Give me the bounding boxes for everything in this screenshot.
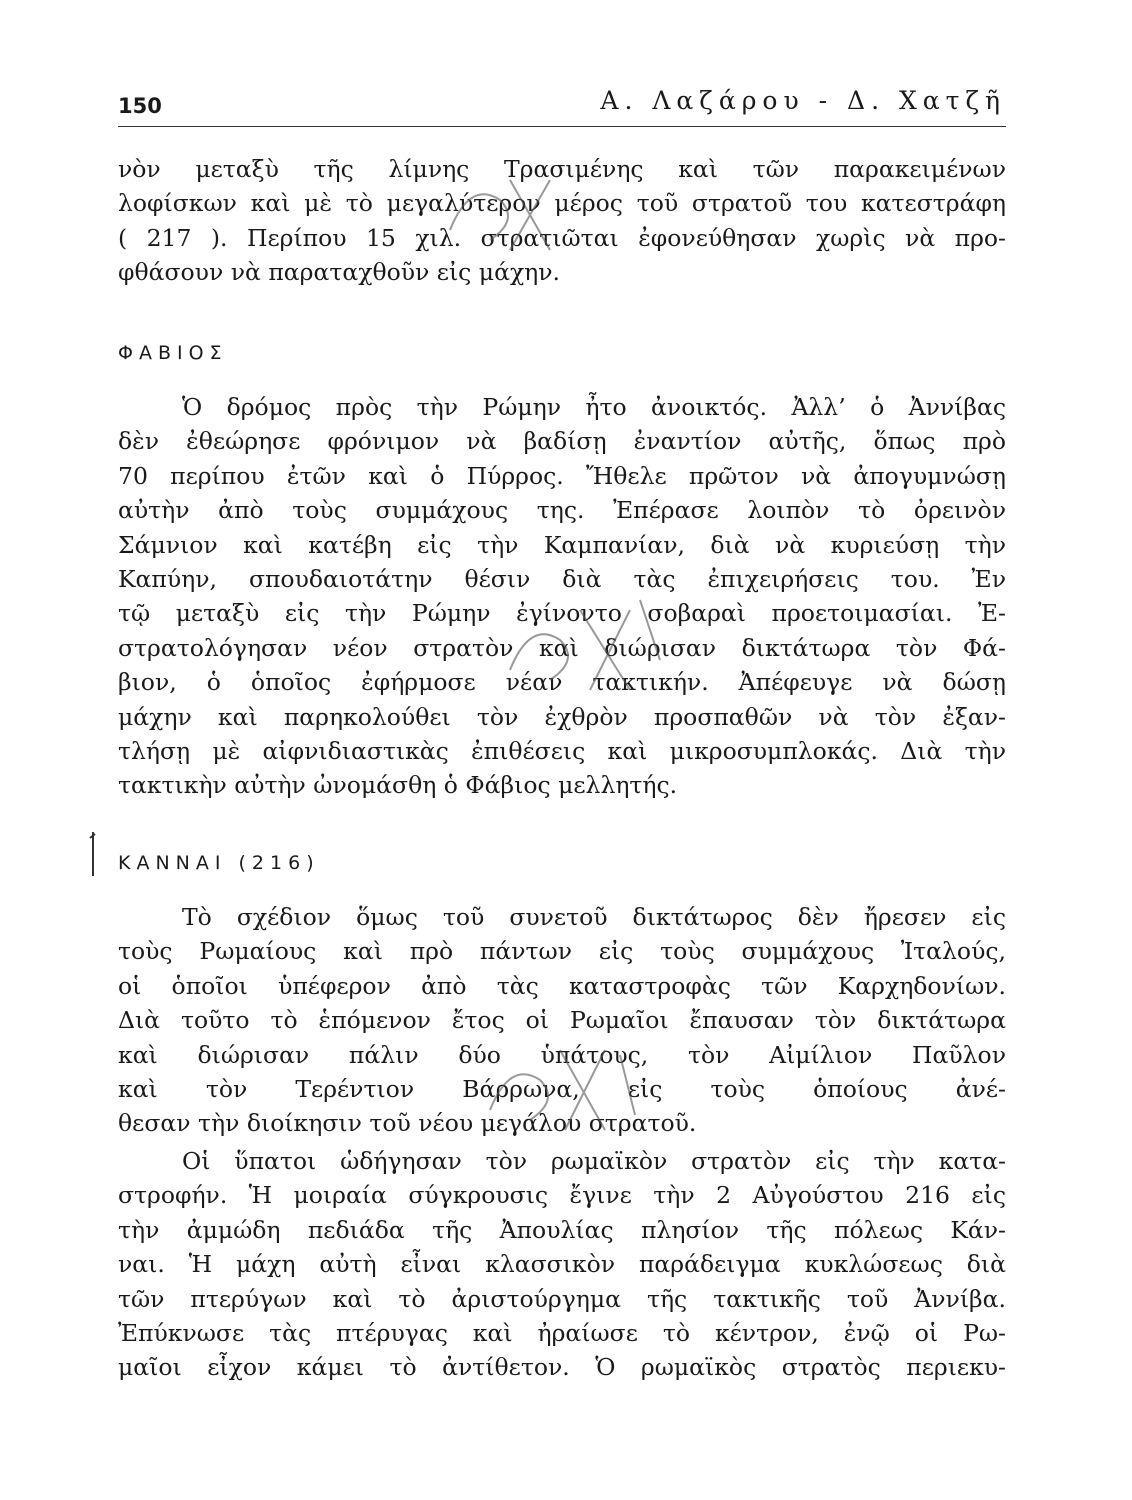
text-line: Διὰ τοῦτο τὸ ἑπόμενον ἔτος οἱ Ρωμαῖοι ἔπαυσαν τὸν δικτάτωρα: [118, 1006, 1006, 1035]
text-line: Καπύην, σπουδαιοτάτην θέσιν διὰ τὰς ἐπιχειρήσεις του. Ἐν: [118, 565, 1006, 594]
text-line: φθάσουν νὰ παραταχθοῦν εἰς μάχην.: [118, 258, 561, 287]
text-line: λοφίσκων καὶ μὲ τὸ μεγαλύτερον μέρος τοῦ στρατοῦ του κατεστράφη: [118, 189, 1006, 218]
text-line: καὶ διώρισαν πάλιν δύο ὑπάτους, τὸν Αἰμίλιον Παῦλον: [118, 1040, 1006, 1069]
text-line: αὐτὴν ἀπὸ τοὺς συμμάχους της. Ἐπέρασε λοιπὸν τὸ ὀρεινὸν: [118, 496, 1006, 525]
paragraph-battle: [118, 1144, 1006, 1385]
page-number: 150: [118, 94, 162, 118]
text-line: τὴν ἀμμώδη πεδιάδα τῆς Ἀπουλίας πλησίον τῆς πόλεως Κάν-: [118, 1215, 1006, 1244]
text-line: μάχην καὶ παρηκολούθει τὸν ἐχθρὸν προσπαθῶν νὰ τὸν ἐξαν-: [118, 702, 1006, 731]
pencil-scribble-mark: [430, 160, 590, 260]
text-line: τακτικὴν αὐτὴν ὠνομάσθη ὁ Φάβιος μελλητής.: [118, 771, 678, 800]
text-line: δὲν ἐθεώρησε φρόνιμον νὰ βαδίσῃ ἐναντίον αὐτῆς, ὅπως πρὸ: [118, 427, 1006, 456]
text-line: τλήσῃ μὲ αἰφνιδιαστικὰς ἐπιθέσεις καὶ μικροσυμπλοκάς. Διὰ τὴν: [118, 737, 1006, 766]
running-head: Α. Λαζάρου - Δ. Χατζῆ: [600, 86, 1006, 115]
text-line: τῶν πτερύγων καὶ τὸ ἀριστούργημα τῆς τακτικῆς τοῦ Ἀννίβα.: [118, 1284, 1006, 1313]
pencil-scribble-mark: [490, 580, 690, 700]
text-line: τῷ μεταξὺ εἰς τὴν Ρώμην ἐγίνοντο σοβαραὶ προετοιμασίαι. Ἐ-: [118, 599, 1006, 628]
text-line: στροφήν. Ἡ μοιραία σύγκρουσις ἔγινε τὴν 2 Αὐγούστου 216 εἰς: [118, 1181, 1006, 1210]
text-line: οἱ ὁποῖοι ὑπέφερον ἀπὸ τὰς καταστροφὰς τῶν Καρχηδονίων.: [118, 971, 1006, 1000]
pencil-scribble-mark: [470, 1030, 660, 1140]
text-line: Οἱ ὕπατοι ὡδήγησαν τὸν ρωμαϊκὸν στρατὸν εἰς τὴν κατα-: [182, 1147, 1006, 1175]
text-line: ναι. Ἡ μάχη αὐτὴ εἶναι κλασσικὸν παράδειγμα κυκλώσεως διὰ: [118, 1250, 1006, 1279]
text-line: νὸν μεταξὺ τῆς λίμνης Τρασιμένης καὶ τῶν παρακειμένων: [118, 155, 1006, 183]
page-header: [118, 86, 1006, 127]
text-line: Τὸ σχέδιον ὅμως τοῦ συνετοῦ δικτάτωρος δὲν ἤρεσεν εἰς: [182, 903, 1006, 931]
text-line: στρατολόγησαν νέον στρατὸν καὶ διώρισαν δικτάτωρα τὸν Φά-: [118, 633, 1006, 662]
margin-pencil-mark: [86, 830, 100, 878]
text-line: βιον, ὁ ὁποῖος ἐφήρμοσε νέαν τακτικήν. Ἀπέφευγε νὰ δώσῃ: [118, 668, 1006, 697]
text-line: τοὺς Ρωμαίους καὶ πρὸ πάντων εἰς τοὺς συμμάχους Ἰταλούς,: [118, 937, 1006, 966]
text-line: Ὁ δρόμος πρὸς τὴν Ρώμην ἦτο ἀνοικτός. Ἀλλ’ ὁ Ἀννίβας: [182, 393, 1006, 421]
text-line: Σάμνιον καὶ κατέβη εἰς τὴν Καμπανίαν, διὰ νὰ κυριεύσῃ τὴν: [118, 530, 1006, 559]
text-line: μαῖοι εἶχον κάμει τὸ ἀντίθετον. Ὁ ρωμαϊκὸς στρατὸς περιεκυ-: [118, 1353, 1006, 1382]
text-line: καὶ τὸν Τερέντιον Βάρρωνα, εἰς τοὺς ὁποίους ἀνέ-: [118, 1075, 1006, 1104]
section-heading-fabios: ΦΑΒΙΟΣ: [118, 342, 228, 364]
section-heading-kannai: ΚΑΝΝΑΙ (216): [118, 852, 320, 874]
text-line: θεσαν τὴν διοίκησιν τοῦ νέου μεγάλου στρατοῦ.: [118, 1109, 697, 1138]
text-line: Ἐπύκνωσε τὰς πτέρυγας καὶ ἠραίωσε τὸ κέντρον, ἐνῷ οἱ Ρω-: [118, 1319, 1006, 1348]
text-line: 70 περίπου ἐτῶν καὶ ὁ Πύρρος. Ἤθελε πρῶτον νὰ ἀπογυμνώσῃ: [118, 461, 1006, 490]
text-line: ( 217 ). Περίπου 15 χιλ. στρατιῶται ἐφονεύθησαν χωρὶς νὰ προ-: [118, 223, 1006, 252]
